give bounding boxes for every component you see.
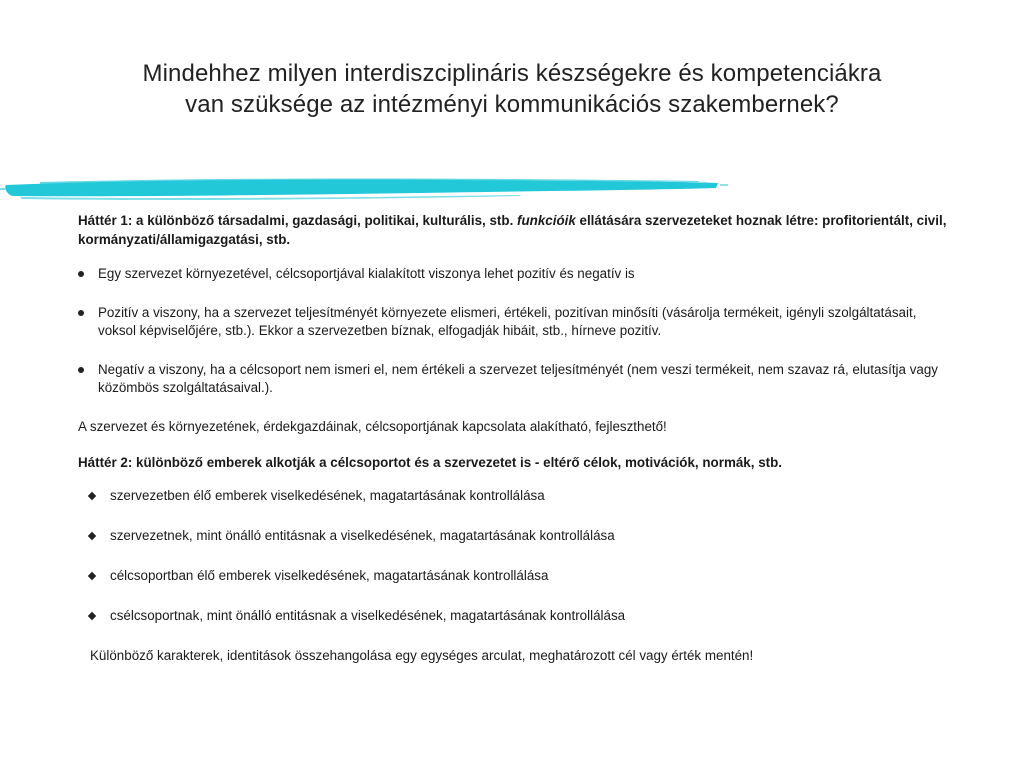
brush-stroke-divider (0, 176, 730, 202)
title-line-1: Mindehhez milyen interdiszciplináris készségekre és kompetenciákra (142, 60, 882, 87)
title-line-2: van szüksége az intézményi kommunikációs szakembernek? (185, 91, 839, 118)
diamond-bullet-icon (88, 571, 96, 579)
list-item (78, 567, 958, 607)
list-item (78, 487, 958, 527)
section2-lead: Háttér 2: különböző emberek alkotják a célcsoportot és a szervezetet is - eltérő célok, motivációk, normák, stb. (78, 455, 782, 470)
section1-bullet-list (78, 265, 958, 398)
bullet-text: célcsoportban élő emberek viselkedésének, magatartásának kontrollálása (110, 567, 549, 583)
bullet-text: Negatív a viszony, ha a célcsoport nem ismeri el, nem értékeli a szervezet teljesítményét (nem veszi termékeit, nem szavaz rá, elutasítja vagy közömbös szolgáltatásaival.). (98, 361, 938, 395)
section1-lead-italic: funkcióik (517, 213, 576, 228)
slide-body (78, 212, 958, 665)
list-item (78, 304, 958, 341)
list-item (78, 607, 958, 647)
bullet-text: szervezetnek, mint önálló entitásnak a viselkedésének, magatartásának kontrollálása (110, 527, 615, 543)
bullet-text: Egy szervezet környezetével, célcsoportjával kialakított viszonya lehet pozitív és negatív is (98, 266, 635, 281)
bullet-text: szervezetben élő emberek viselkedésének, magatartásának kontrollálása (110, 487, 545, 503)
bullet-text: csélcsoportnak, mint önálló entitásnak a viselkedésének, magatartásának kontrollálása (110, 607, 626, 623)
diamond-bullet-icon (88, 531, 96, 539)
list-item (78, 361, 958, 398)
section1-lead-text-end: ellátására szervezeteket hoznak létre: profitorientált, civil, kormányzati/államigazgatási, stb. (78, 213, 947, 247)
section1-lead (78, 212, 958, 249)
bullet-dot-icon (78, 310, 84, 316)
section2-closing: Különböző karakterek, identitások összehangolása egy egységes arculat, meghatározott cél vagy érték mentén! (90, 647, 754, 663)
bullet-dot-icon (78, 367, 84, 373)
bullet-text: Pozitív a viszony, ha a szervezet teljesítményét környezete elismeri, értékeli, pozitívan minősíti (vásárolja termékeit, igényli szolgáltatásait, voksol képviselőjére, stb.). Ekkor a szervezetben bíznak, elfogadják hibáit, stb., hírneve pozitív. (98, 304, 917, 338)
bullet-dot-icon (78, 271, 84, 277)
diamond-bullet-icon (88, 491, 96, 499)
section2-bullet-list (78, 487, 958, 647)
section1-lead-text: Háttér 1: a különböző társadalmi, gazdasági, politikai, kulturális, stb. (78, 213, 518, 228)
slide-title (60, 58, 964, 120)
list-item (78, 527, 958, 567)
section1-summary: A szervezet és környezetének, érdekgazdáinak, célcsoportjának kapcsolata alakítható, fejleszthető! (78, 418, 667, 434)
list-item (78, 265, 958, 284)
diamond-bullet-icon (88, 611, 96, 619)
